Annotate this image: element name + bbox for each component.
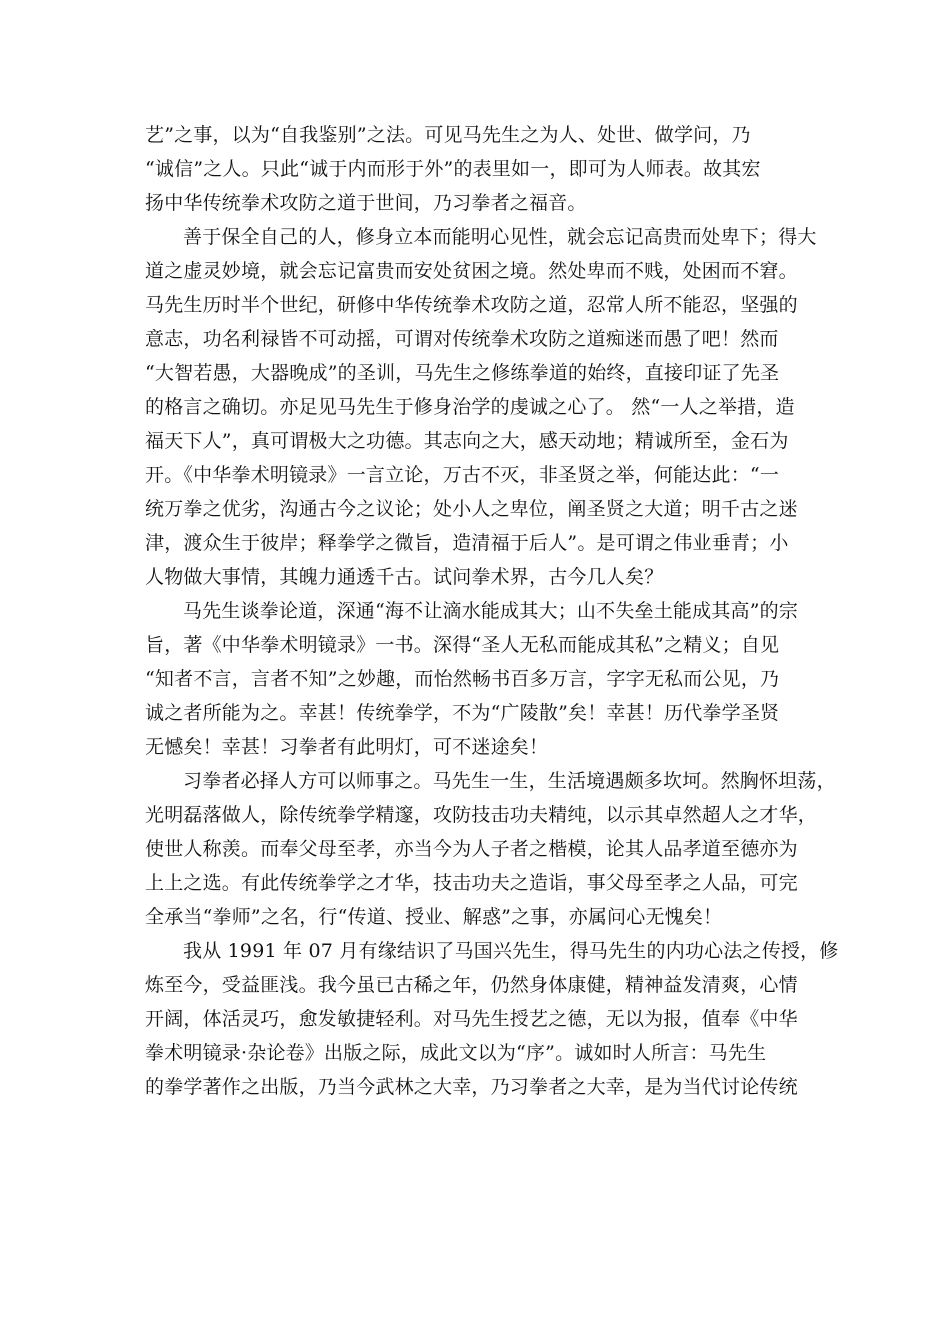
text-line: 诚之者所能为之。幸甚！传统拳学，不为“广陵散”矣！幸甚！历代拳学圣贤 [145, 702, 780, 724]
text-line: 使世人称羡。而奉父母至孝，亦当今为人子者之楷模，论其人品孝道至德亦为 [145, 838, 798, 860]
text-line: 人物做大事情，其魄力通透千古。试问拳术界，古今几人矣？ [145, 566, 664, 588]
text-line: 光明磊落做人，除传统拳学精邃，攻防技击功夫精纯，以示其卓然超人之才华， [145, 804, 818, 826]
document-body [145, 118, 839, 1104]
text-line: 的格言之确切。亦足见马先生于修身治学的虔诚之心了。 然“一人之举措，造 [145, 396, 795, 418]
text-line: 福天下人”，真可谓极大之功德。其志向之大，感天动地；精诚所至，金石为 [145, 430, 789, 452]
paragraph-1 [145, 118, 807, 220]
text-line: 无憾矣！幸甚！习拳者有此明灯，可不迷途矣！ [145, 736, 549, 758]
text-line: 开。《中华拳术明镜录》一言立论，万古不灭，非圣贤之举，何能达此：“一 [145, 464, 780, 486]
paragraph-3 [145, 594, 807, 764]
text-line: 艺”之事，以为“自我鉴别”之法。可见马先生之为人、处世、做学问，乃 [145, 124, 751, 146]
text-line: 统万拳之优劣，沟通古今之议论；处小人之卑位，阐圣贤之大道；明千古之迷 [145, 498, 798, 520]
text-line: “诚信”之人。只此“诚于内而形于外”的表里如一，即可为人师表。故其宏 [145, 158, 761, 180]
text-line: 扬中华传统拳术攻防之道于世间，乃习拳者之福音。 [145, 192, 587, 214]
text-line: 拳术明镜录·杂论卷》出版之际，成此文以为“序”。诚如时人所言：马先生 [145, 1042, 767, 1064]
text-line: 我从 1991 年 07 月有缘结识了马国兴先生，得马先生的内功心法之传授，修 [183, 940, 839, 962]
text-line: 上上之选。有此传统拳学之才华，技击功夫之造诣，事父母至孝之人品，可完 [145, 872, 798, 894]
text-line: 旨，著《中华拳术明镜录》一书。深得“圣人无私而能成其私”之精义；自见 [145, 634, 780, 656]
text-line: 习拳者必择人方可以师事之。马先生一生，生活境遇颇多坎坷。然胸怀坦荡， [183, 770, 836, 792]
text-line: 开阔，体活灵巧，愈发敏捷轻利。对马先生授艺之德，无以为报，值奉《中华 [145, 1008, 798, 1030]
text-line: 善于保全自己的人，修身立本而能明心见性，就会忘记高贵而处卑下；得大 [183, 226, 817, 248]
text-line: “大智若愚，大器晚成”的圣训，马先生之修练拳道的始终，直接印证了先圣 [145, 362, 780, 384]
paragraph-5 [145, 934, 839, 1104]
text-line: 炼至今，受益匪浅。我今虽已古稀之年，仍然身体康健，精神益发清爽，心情 [145, 974, 798, 996]
paragraph-4 [145, 764, 836, 934]
text-line: 马先生谈拳论道，深通“海不让滴水能成其大；山不失垒土能成其高”的宗 [183, 600, 799, 622]
text-line: 马先生历时半个世纪，研修中华传统拳术攻防之道，忍常人所不能忍，坚强的 [145, 294, 798, 316]
text-line: 道之虚灵妙境，就会忘记富贵而安处贫困之境。然处卑而不贱，处困而不窘。 [145, 260, 798, 282]
text-line: “知者不言，言者不知”之妙趣，而怡然畅书百多万言，字字无私而公见，乃 [145, 668, 780, 690]
text-line: 的拳学著作之出版，乃当今武林之大幸，乃习拳者之大幸，是为当代讨论传统 [145, 1076, 798, 1098]
text-line: 津，渡众生于彼岸；释拳学之微旨，造清福于后人”。是可谓之伟业垂青；小 [145, 532, 789, 554]
paragraph-2 [145, 220, 817, 594]
text-line: 意志，功名利禄皆不可动摇，可谓对传统拳术攻防之道痴迷而愚了吧！然而 [145, 328, 779, 350]
text-line: 全承当“拳师”之名，行“传道、授业、解惑”之事，亦属问心无愧矣！ [145, 906, 723, 928]
